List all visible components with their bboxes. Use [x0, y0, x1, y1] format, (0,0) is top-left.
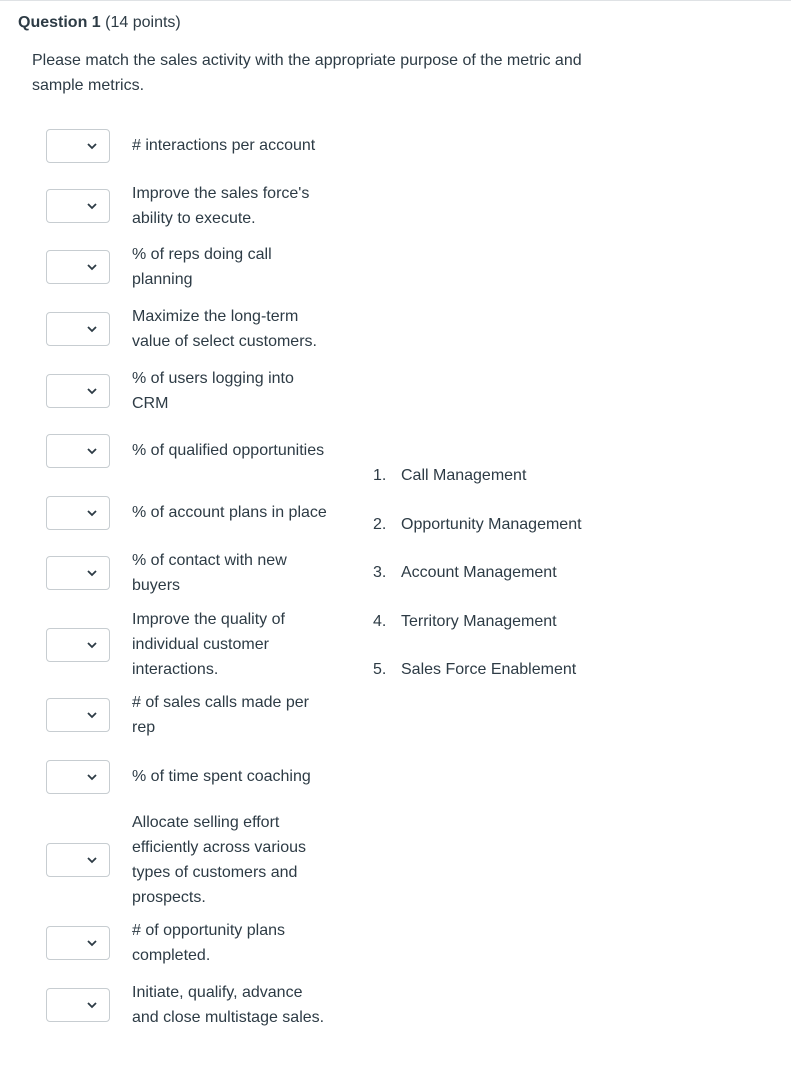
- chevron-down-icon: [87, 264, 97, 271]
- match-item-text: [132, 366, 347, 416]
- answer-option: [373, 564, 557, 582]
- match-item-line: CRM: [132, 395, 169, 412]
- match-item-line: value of select customers.: [132, 333, 317, 350]
- prompt-line: sample metrics.: [32, 77, 145, 94]
- answer-label: Opportunity Management: [401, 516, 582, 533]
- match-item-line: % of qualified opportunities: [132, 442, 325, 459]
- answer-select[interactable]: [46, 926, 110, 960]
- match-item-line: # interactions per account: [132, 137, 316, 154]
- chevron-down-icon: [87, 857, 97, 864]
- chevron-down-icon: [87, 326, 97, 333]
- match-item-line: buyers: [132, 577, 181, 594]
- match-item-line: % of contact with new: [132, 552, 287, 569]
- match-item-line: planning: [132, 271, 193, 288]
- chevron-down-icon: [87, 1002, 97, 1009]
- answer-select[interactable]: [46, 434, 110, 468]
- chevron-down-icon: [87, 774, 97, 781]
- chevron-down-icon: [87, 143, 97, 150]
- answer-option: [373, 467, 526, 485]
- match-item-line: rep: [132, 719, 156, 736]
- question-prompt: [32, 48, 652, 98]
- match-item-line: % of reps doing call: [132, 246, 272, 263]
- chevron-down-icon: [87, 712, 97, 719]
- match-item-text: [132, 304, 347, 354]
- match-item-line: and close multistage sales.: [132, 1009, 325, 1026]
- answer-number: 4.: [373, 613, 387, 630]
- answer-select[interactable]: [46, 556, 110, 590]
- match-item-line: % of account plans in place: [132, 504, 327, 521]
- match-item-text: [132, 133, 347, 158]
- chevron-down-icon: [87, 388, 97, 395]
- match-item-text: [132, 500, 347, 525]
- match-item-text: [132, 607, 347, 682]
- answer-option: [373, 516, 582, 534]
- answer-select[interactable]: [46, 698, 110, 732]
- answer-select[interactable]: [46, 312, 110, 346]
- answer-number: 5.: [373, 661, 387, 678]
- match-item-line: interactions.: [132, 661, 219, 678]
- match-item-line: efficiently across various: [132, 839, 306, 856]
- answer-select[interactable]: [46, 988, 110, 1022]
- match-item-text: [132, 242, 347, 292]
- match-item-text: [132, 438, 347, 463]
- match-item-text: [132, 181, 347, 231]
- answer-select[interactable]: [46, 129, 110, 163]
- match-item-line: Maximize the long-term: [132, 308, 299, 325]
- match-item-line: prospects.: [132, 889, 206, 906]
- answer-select[interactable]: [46, 374, 110, 408]
- answer-select[interactable]: [46, 189, 110, 223]
- answer-select[interactable]: [46, 628, 110, 662]
- prompt-line: Please match the sales activity with the appropriate purpose of the metric and: [32, 52, 582, 69]
- match-item-line: completed.: [132, 947, 211, 964]
- chevron-down-icon: [87, 203, 97, 210]
- chevron-down-icon: [87, 448, 97, 455]
- answer-select[interactable]: [46, 843, 110, 877]
- answer-label: Account Management: [401, 564, 557, 581]
- answer-label: Territory Management: [401, 613, 557, 630]
- answer-number: 2.: [373, 516, 387, 533]
- answer-label: Call Management: [401, 467, 527, 484]
- match-item-line: % of users logging into: [132, 370, 294, 387]
- question-title: [18, 14, 181, 32]
- match-item-line: Improve the sales force's: [132, 185, 310, 202]
- chevron-down-icon: [87, 570, 97, 577]
- answer-select[interactable]: [46, 760, 110, 794]
- match-item-line: individual customer: [132, 636, 269, 653]
- match-item-text: [132, 918, 347, 968]
- match-item-text: [132, 764, 347, 789]
- answer-number: 3.: [373, 564, 387, 581]
- match-item-text: [132, 690, 347, 740]
- chevron-down-icon: [87, 940, 97, 947]
- match-item-text: [132, 548, 347, 598]
- match-item-line: Improve the quality of: [132, 611, 285, 628]
- match-item-line: Allocate selling effort: [132, 814, 280, 831]
- match-item-text: [132, 810, 347, 910]
- match-item-line: # of sales calls made per: [132, 694, 309, 711]
- chevron-down-icon: [87, 510, 97, 517]
- answer-select[interactable]: [46, 250, 110, 284]
- question-number: Question 1: [18, 14, 101, 31]
- question-points: (14 points): [105, 14, 181, 31]
- chevron-down-icon: [87, 642, 97, 649]
- match-item-line: types of customers and: [132, 864, 298, 881]
- answer-number: 1.: [373, 467, 387, 484]
- answer-select[interactable]: [46, 496, 110, 530]
- answer-option: [373, 613, 557, 631]
- match-item-line: # of opportunity plans: [132, 922, 285, 939]
- match-item-line: % of time spent coaching: [132, 768, 311, 785]
- answer-option: [373, 661, 576, 679]
- answer-label: Sales Force Enablement: [401, 661, 577, 678]
- top-divider: [0, 0, 791, 1]
- match-item-line: Initiate, qualify, advance: [132, 984, 303, 1001]
- match-item-line: ability to execute.: [132, 210, 256, 227]
- match-item-text: [132, 980, 347, 1030]
